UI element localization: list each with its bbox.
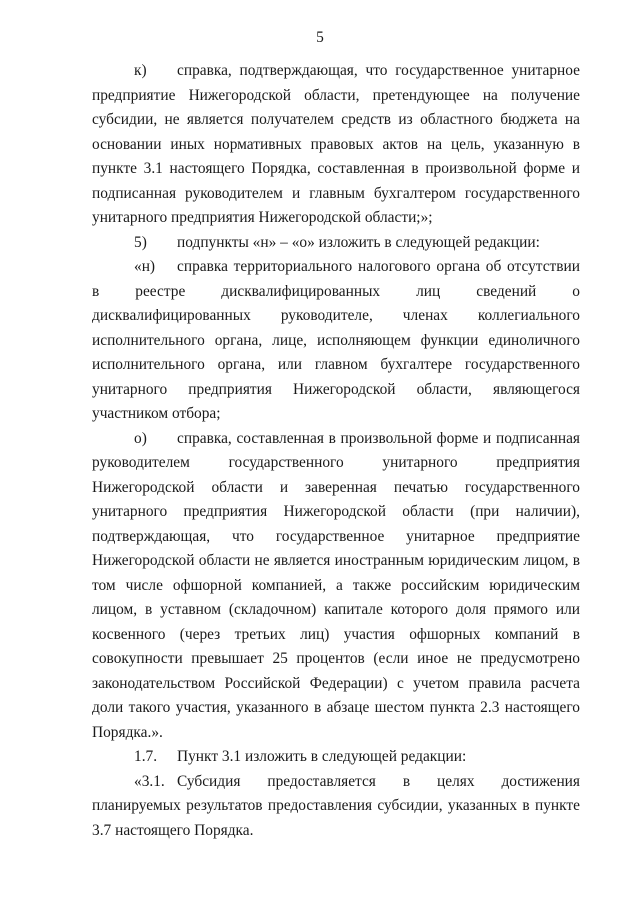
paragraph-text: Субсидия предоставляется в целях достижения планируемых результатов предоставления субсидии, указанных в пункте 3.7 настоящего Порядка. bbox=[92, 772, 580, 839]
paragraph-text: справка, подтверждающая, что государственное унитарное предприятие Нижегородской области, претендующее на получение субсидии, не является получателем средств из областного бюджета на основании иных нормативных правовых актов на цель, указанную в пункте 3.1 настоящего Порядка, составленная в произвольной форме и подписанная руководителем и главным бухгалтером государственного унитарного предприятия Нижегородской области;»; bbox=[92, 62, 580, 226]
paragraph-text: справка территориального налогового органа об отсутствии в реестре дисквалифицированных лиц сведений о дисквалифицированных руководителе, членах коллегиального исполнительного органа, лице, исполняющем функции единоличного исполнительного органа, или главном бухгалтере государственного унитарного предприятия Нижегородской области, являющегося участником отбора; bbox=[92, 258, 580, 422]
paragraph-1-7 bbox=[92, 745, 580, 770]
paragraph-text: подпункты «н» – «о» изложить в следующей редакции: bbox=[177, 233, 540, 251]
item-label: 5) bbox=[134, 233, 147, 251]
item-label: «н) bbox=[134, 258, 156, 275]
item-label: «3.1. bbox=[134, 772, 165, 790]
paragraph-o bbox=[92, 427, 580, 746]
paragraph-n bbox=[92, 255, 580, 427]
paragraph-3-1 bbox=[92, 770, 580, 844]
paragraph-text: справка, составленная в произвольной форме и подписанная руководителем государственного унитарного предприятия Нижегородской области и заверенная печатью государственного унитарного предприятия Нижегородской области (при наличии), подтверждающая, что государственное унитарное предприятие Нижегородской области не является иностранным юридическим лицом, в том числе офшорной компанией, а также российским юридическим лицом, в уставном (складочном) капитале которого доля прямого или косвенного (через третьих лиц) участия офшорных компаний в совокупности превышает 25 процентов (если иное не предусмотрено законодательством Российской Федерации) с учетом правила расчета доли такого участия, указанного в абзаце шестом пункта 2.3 настоящего Порядка.». bbox=[92, 429, 580, 741]
paragraph-5 bbox=[92, 231, 580, 256]
paragraph-k bbox=[92, 59, 580, 231]
paragraph-text: Пункт 3.1 изложить в следующей редакции: bbox=[177, 748, 467, 765]
item-label: к) bbox=[134, 62, 147, 79]
item-label: 1.7. bbox=[134, 748, 158, 765]
document-body bbox=[92, 59, 580, 843]
page-number: 5 bbox=[316, 29, 324, 46]
item-label: о) bbox=[134, 429, 147, 447]
